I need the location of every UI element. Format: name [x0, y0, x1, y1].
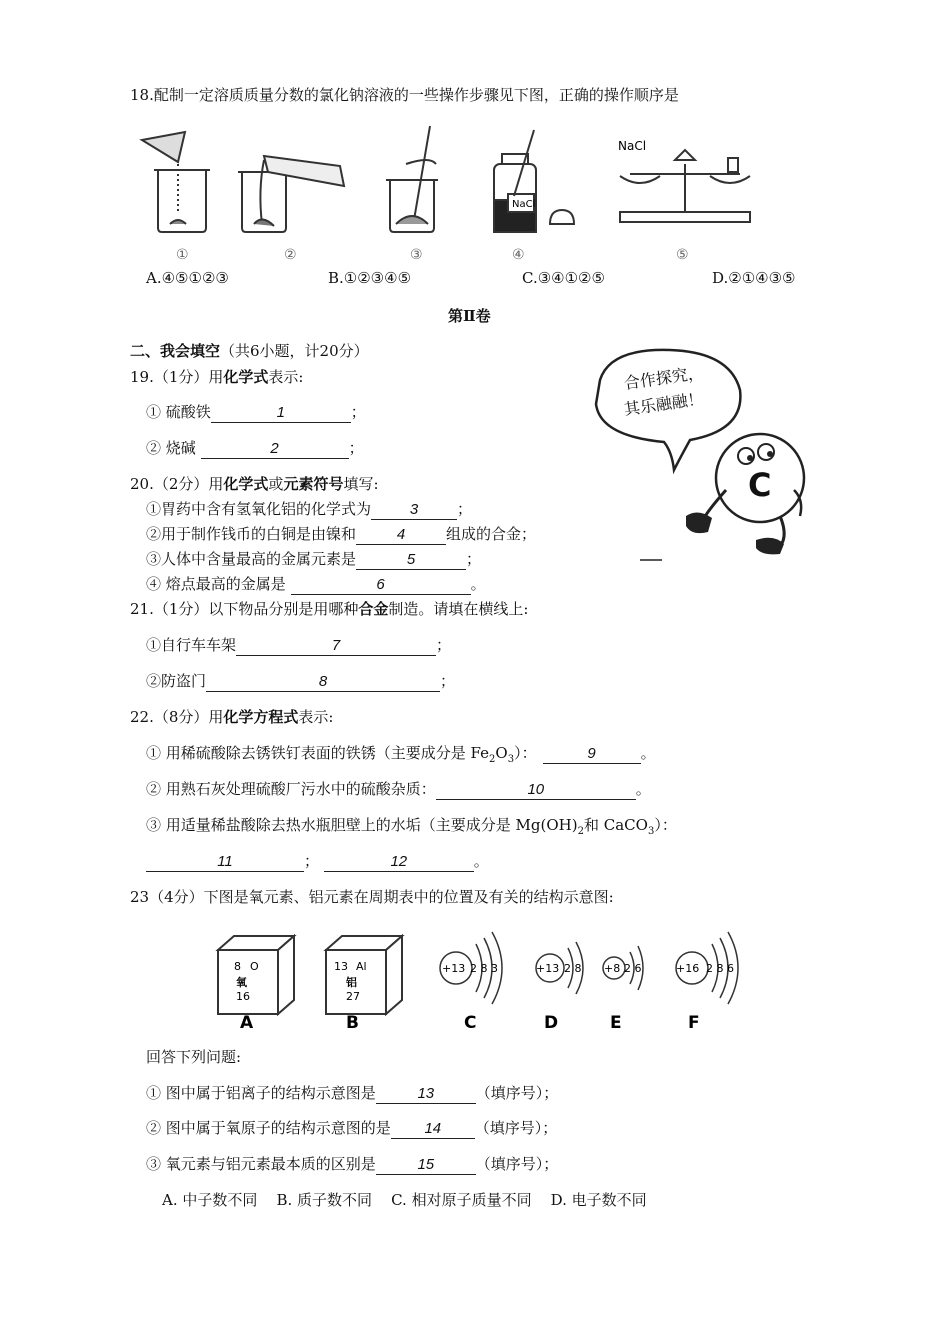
- balance-label: NaCl: [618, 139, 647, 153]
- figure-letter: E: [610, 1013, 622, 1033]
- option-b: B.①②③④⑤: [328, 269, 412, 287]
- bottle-label: NaCl: [512, 199, 536, 210]
- mascot-line2: 其乐融融！: [622, 388, 705, 419]
- q23-figure: [210, 924, 770, 1034]
- q22-title: 22.（8分）用化学方程式表示:: [130, 708, 334, 726]
- atom-shells: 2 6: [624, 962, 642, 975]
- answer-blank[interactable]: 5: [356, 551, 466, 570]
- answer-blank[interactable]: 2: [201, 440, 349, 459]
- q22-item2: ② 用熟石灰处理硫酸厂污水中的硫酸杂质： 10 。: [146, 780, 651, 798]
- q20-item1: ①胃药中含有氢氧化铝的化学式为 3 ；: [146, 500, 473, 518]
- figure-letter: B: [346, 1013, 359, 1033]
- q23-answer-lead: 回答下列问题:: [146, 1048, 242, 1066]
- atom-shells: 2 8: [564, 962, 582, 975]
- answer-blank[interactable]: 3: [371, 501, 457, 520]
- atom-nucleus: +13: [536, 962, 560, 975]
- step-label: ③: [410, 247, 423, 263]
- section-title: 第Ⅱ卷: [448, 307, 491, 325]
- choice-a: A. 中子数不同: [162, 1191, 258, 1209]
- q23-item2: ② 图中属于氧原子的结构示意图的是 14 （填序号）；: [146, 1119, 558, 1137]
- atom-shells: 2 8 6: [706, 962, 734, 975]
- cellA-name: 氧: [236, 976, 247, 989]
- answer-blank[interactable]: 9: [543, 745, 641, 764]
- q19-item2: ② 烧碱 2 ；: [146, 439, 364, 457]
- q23-choices: [162, 1189, 647, 1210]
- q22-item3: ③ 用适量稀盐酸除去热水瓶胆壁上的水垢（主要成分是 $Mg(OH)_2$和 CaCO$_3$）：: [146, 816, 677, 837]
- choice-b: B. 质子数不同: [276, 1191, 373, 1209]
- q23-question: 23（4分）下图是氧元素、铝元素在周期表中的位置及有关的结构示意图:: [130, 888, 614, 906]
- answer-blank[interactable]: 6: [291, 576, 471, 595]
- q19-item1: ① 硫酸铁 1 ；: [146, 403, 366, 421]
- q22-item1: ① 用稀硫酸除去锈铁钉表面的铁锈（主要成分是 $Fe_2O_3$）： 9 。: [146, 744, 656, 765]
- step-label: ④: [512, 247, 525, 263]
- q18-figure: [130, 120, 770, 245]
- q23-item3: ③ 氧元素与铝元素最本质的区别是 15 （填序号）；: [146, 1155, 559, 1173]
- cellB-mass: 27: [346, 990, 360, 1003]
- mascot: [580, 340, 820, 570]
- step-label: ⑤: [676, 247, 689, 263]
- answer-blank[interactable]: 8: [206, 673, 440, 692]
- option-c: C.③④①②⑤: [522, 269, 605, 287]
- figure-letter: F: [688, 1013, 700, 1033]
- q20-item3: ③人体中含量最高的金属元素是 5 ；: [146, 550, 482, 568]
- cellB-symbol: Al: [356, 960, 367, 973]
- mascot-letter: C: [748, 466, 772, 504]
- answer-blank[interactable]: 12: [324, 853, 474, 872]
- section2-heading: 二、我会填空（共6小题，计20分）: [130, 342, 369, 360]
- figure-letter: A: [240, 1013, 254, 1033]
- cellA-number: 8: [234, 960, 241, 973]
- cellB-name: 铝: [346, 976, 357, 989]
- answer-blank[interactable]: 4: [356, 526, 446, 545]
- answer-blank[interactable]: 13: [376, 1085, 476, 1104]
- choice-d: D. 电子数不同: [550, 1191, 647, 1209]
- option-a: A.④⑤①②③: [146, 269, 229, 287]
- figure-letter: D: [544, 1013, 559, 1033]
- q22-item3-answers: 11 ； 12 。: [146, 850, 489, 872]
- atom-nucleus: +13: [442, 962, 466, 975]
- cellB-number: 13: [334, 960, 348, 973]
- figure-letter: C: [464, 1013, 477, 1033]
- atom-nucleus: +16: [676, 962, 700, 975]
- option-d: D.②①④③⑤: [712, 269, 796, 287]
- answer-blank[interactable]: 14: [391, 1120, 475, 1139]
- mascot-line1: 合作探究，: [622, 362, 705, 393]
- answer-blank[interactable]: 7: [236, 637, 436, 656]
- q20-item4: ④ 熔点最高的金属是 6 。: [146, 575, 486, 593]
- step-label: ①: [176, 247, 189, 263]
- answer-blank[interactable]: 10: [436, 781, 636, 800]
- cellA-symbol: O: [250, 960, 259, 973]
- q19-title: 19.（1分）用化学式表示:: [130, 368, 304, 386]
- choice-c: C. 相对原子质量不同: [391, 1191, 532, 1209]
- q18-question: 18.配制一定溶质质量分数的氯化钠溶液的一些操作步骤见下图，正确的操作顺序是: [130, 86, 679, 104]
- q23-item1: ① 图中属于铝离子的结构示意图是 13 （填序号）；: [146, 1084, 559, 1102]
- q21-item2: ②防盗门 8 ；: [146, 672, 456, 690]
- answer-blank[interactable]: 11: [146, 853, 304, 872]
- step-label: ②: [284, 247, 297, 263]
- q21-item1: ①自行车车架 7 ；: [146, 636, 452, 654]
- q20-title: 20.（2分）用化学式或元素符号填写:: [130, 475, 379, 493]
- q21-title: 21.（1分）以下物品分别是用哪种合金制造。请填在横线上:: [130, 600, 529, 618]
- answer-blank[interactable]: 1: [211, 404, 351, 423]
- q20-item2: ②用于制作钱币的白铜是由镍和 4 组成的合金；: [146, 525, 537, 543]
- answer-blank[interactable]: 15: [376, 1156, 476, 1175]
- atom-shells: 2 8 3: [470, 962, 498, 975]
- atom-nucleus: +8: [604, 962, 621, 975]
- cellA-mass: 16: [236, 990, 250, 1003]
